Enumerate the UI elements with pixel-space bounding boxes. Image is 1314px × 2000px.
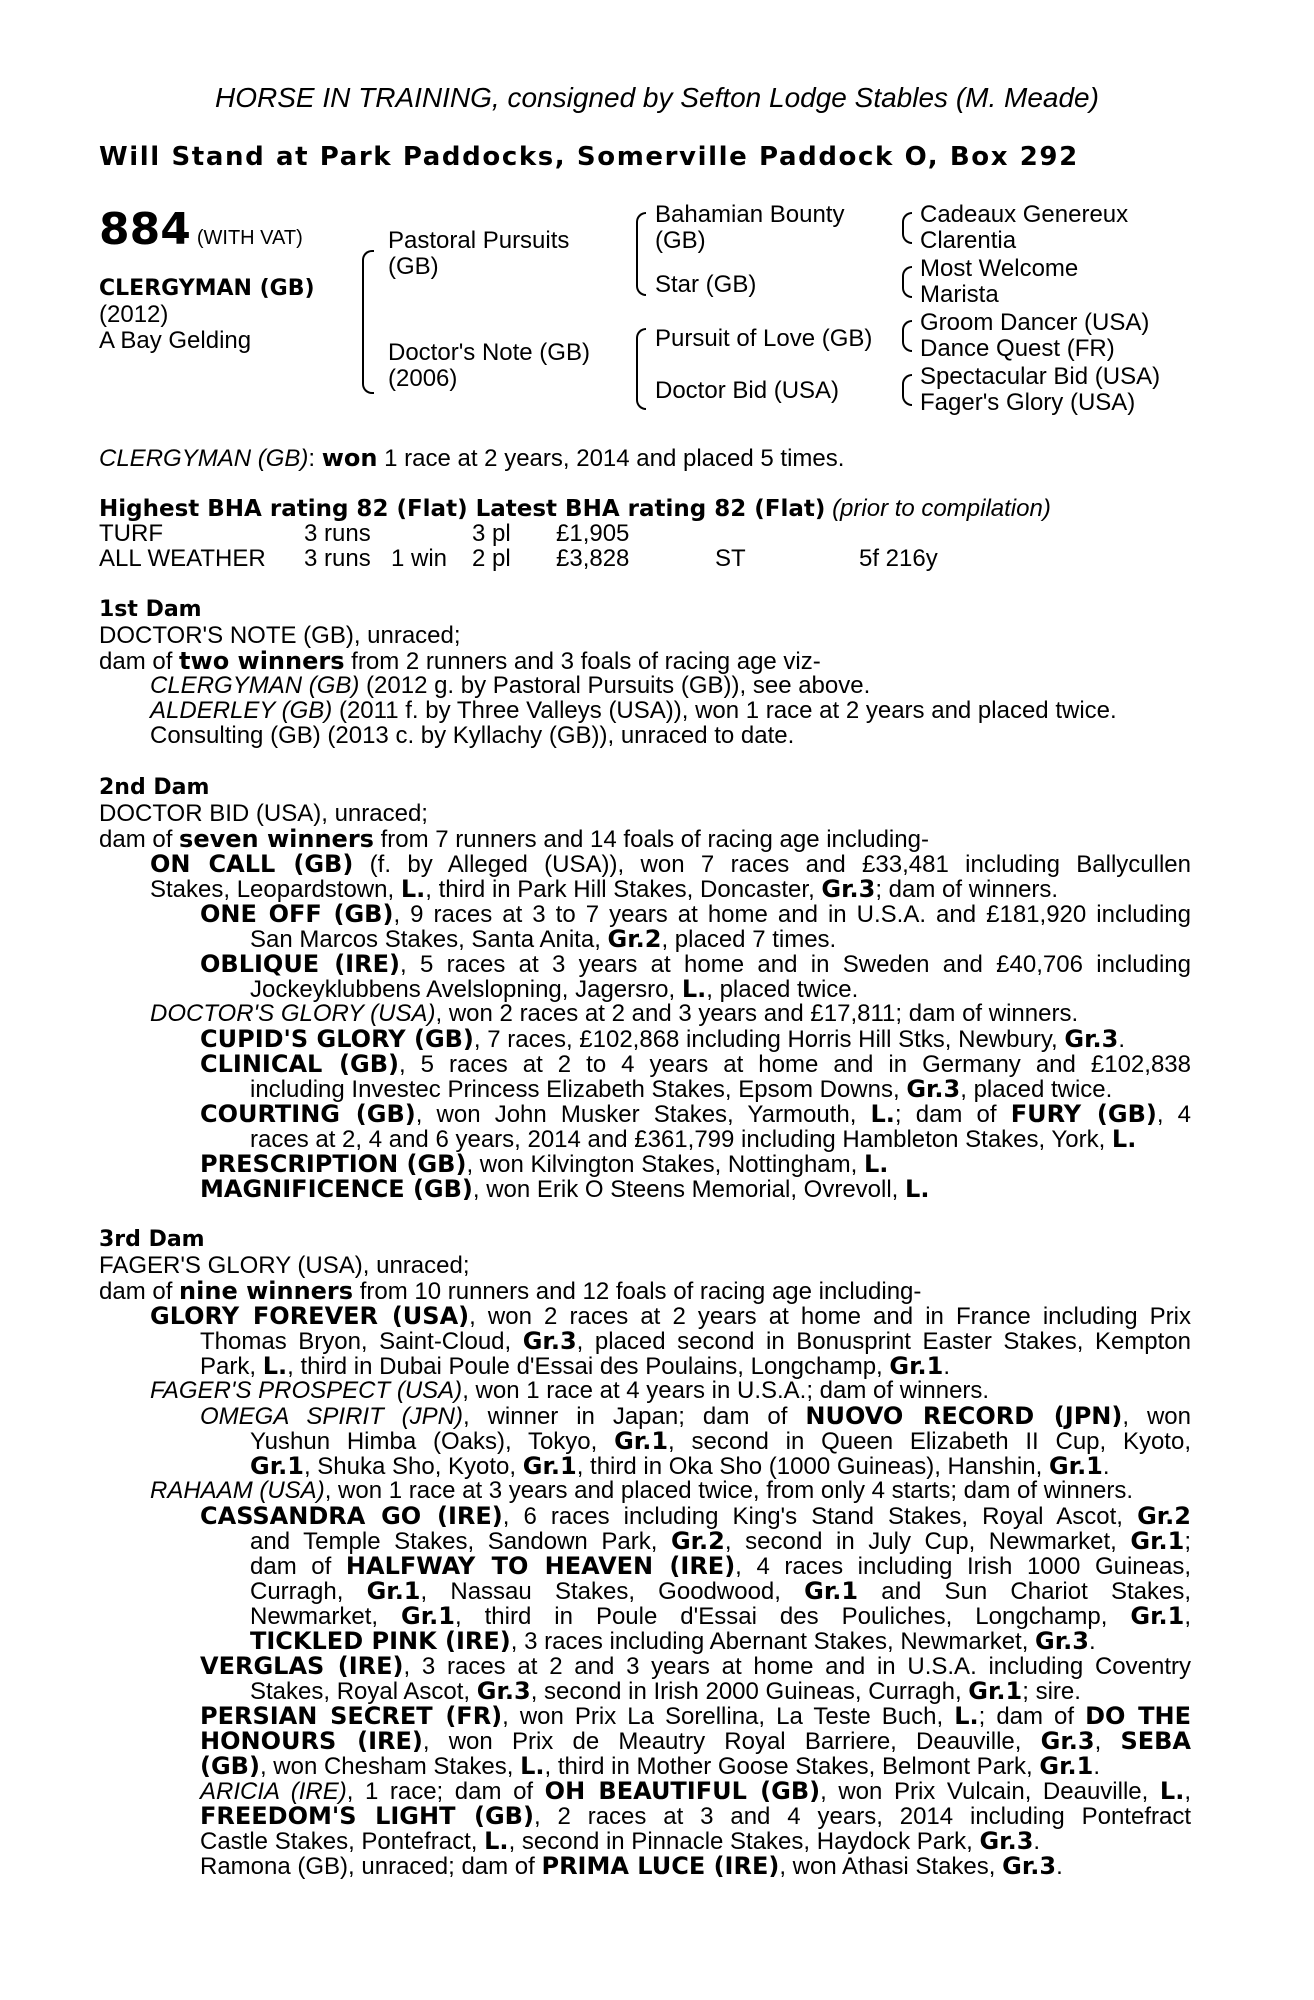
text-fragment: L. xyxy=(863,1150,889,1178)
text-fragment: dam of xyxy=(99,648,180,675)
text-fragment: . xyxy=(1102,1453,1110,1480)
text-fragment: , 3 races including Abernant Stakes, Newmarket, xyxy=(510,1628,1036,1655)
text-fragment: Gr.1 xyxy=(1048,1452,1103,1480)
text-fragment: , 7 races, £102,868 including Horris Hill Stks, Newbury, xyxy=(473,1026,1065,1053)
aw-earnings: £3,828 xyxy=(556,545,630,572)
turf-placed: 3 pl xyxy=(472,520,511,547)
gg-bracket-3 xyxy=(902,320,912,352)
text-fragment: Gr.1 xyxy=(968,1677,1023,1705)
text-fragment: Yushun Himba (Oaks), Tokyo, xyxy=(250,1428,615,1455)
text-fragment: L. xyxy=(905,1175,930,1203)
gg-ddd: Fager's Glory (USA) xyxy=(920,389,1136,416)
text-fragment: FREEDOM'S LIGHT (GB) xyxy=(200,1802,534,1830)
second-dam-entry-9 xyxy=(200,1175,929,1204)
gg-sss: Cadeaux Genereux xyxy=(920,201,1129,228)
third-dam-entry-10 xyxy=(200,1852,1063,1881)
text-fragment: Gr.3 xyxy=(476,1677,531,1705)
pedigree-dam xyxy=(388,340,590,392)
gg-bracket-2 xyxy=(902,266,912,298)
text-fragment: nine winners xyxy=(179,1277,354,1305)
text-fragment: Gr.1 xyxy=(401,1602,455,1630)
text-fragment: Gr.1 xyxy=(366,1577,421,1605)
first-dam-foal-3: Consulting (GB) (2013 c. by Kyllachy (GB)), unraced to date. xyxy=(150,722,795,749)
first-dam-foal-2 xyxy=(150,697,1117,725)
text-fragment: TICKLED PINK (IRE) xyxy=(250,1627,511,1655)
gg-bracket-1 xyxy=(902,212,912,244)
text-fragment: , second in Irish 2000 Guineas, Curragh, xyxy=(530,1678,969,1705)
text-fragment: and Sun Chariot Stakes, xyxy=(858,1578,1192,1605)
text-fragment: NUOVO RECORD (JPN) xyxy=(805,1402,1123,1430)
text-fragment: from 2 runners and 3 foals of racing age viz- xyxy=(344,648,821,675)
bha-rating xyxy=(99,495,1051,523)
text-fragment: dam of xyxy=(99,1278,180,1305)
text-fragment: , won 2 races at 2 and 3 years and £17,811; dam of winners. xyxy=(435,1000,1079,1027)
pedigree-dam-sire: Pursuit of Love (GB) xyxy=(655,325,873,352)
text-fragment: Gr.3 xyxy=(1002,1852,1057,1880)
text-fragment: (2011 f. by Three Valleys (USA)), won 1 race at 2 years and placed twice. xyxy=(332,697,1117,724)
vat-label: (WITH VAT) xyxy=(196,227,303,249)
text-fragment: Gr.2 xyxy=(670,1527,725,1555)
text-fragment: Gr.1 xyxy=(1039,1752,1094,1780)
text-fragment: ; dam of xyxy=(894,1101,1011,1128)
text-fragment: ; sire. xyxy=(1022,1678,1081,1705)
text-fragment: CUPID'S GLORY (GB) xyxy=(200,1025,474,1053)
text-fragment: PRESCRIPTION (GB) xyxy=(200,1150,467,1178)
text-fragment: , 2 races at 3 and 4 years, 2014 including Pontefract xyxy=(533,1803,1191,1830)
text-fragment: , won 1 race at 3 years and placed twice, from only 4 starts; dam of winners. xyxy=(324,1477,1134,1504)
text-fragment: Jockeyklubbens Avelslopning, Jagersro, xyxy=(250,976,682,1003)
text-fragment: L. xyxy=(262,1352,288,1380)
text-fragment: OMEGA SPIRIT (JPN) xyxy=(200,1403,463,1430)
gg-dsd: Dance Quest (FR) xyxy=(920,335,1115,362)
text-fragment: . xyxy=(943,1353,950,1380)
text-fragment: ALDERLEY (GB) xyxy=(150,697,333,724)
text-fragment: , second in Pinnacle Stakes, Haydock Park, xyxy=(508,1828,980,1855)
sire-dam-bracket xyxy=(362,250,374,394)
text-fragment: Curragh, xyxy=(250,1578,367,1605)
aw-track: ST xyxy=(715,545,746,572)
turf-earnings: £1,905 xyxy=(556,520,630,547)
text-fragment: PERSIAN SECRET (FR) xyxy=(200,1702,503,1730)
text-fragment: including Investec Princess Elizabeth Stakes, Epsom Downs, xyxy=(250,1076,907,1103)
text-fragment: Gr.1 xyxy=(522,1452,577,1480)
text-fragment: Gr.1 xyxy=(889,1352,944,1380)
text-fragment: FAGER'S PROSPECT (USA) xyxy=(150,1377,463,1404)
text-fragment: HONOURS (IRE) xyxy=(200,1727,423,1755)
text-fragment: , xyxy=(1094,1728,1121,1755)
page-title: HORSE IN TRAINING, consigned by Sefton Lodge Stables (M. Meade) xyxy=(215,82,1099,113)
second-dam-heading: 2nd Dam xyxy=(99,775,210,800)
rating-text: Highest BHA rating 82 (Flat) Latest BHA rating 82 (Flat) xyxy=(99,496,826,522)
text-fragment: from 10 runners and 12 foals of racing age including- xyxy=(353,1278,922,1305)
third-dam-entry-4 xyxy=(150,1477,1133,1505)
dam-name: Doctor's Note (GB) xyxy=(388,339,590,366)
record-won: won xyxy=(321,444,378,472)
text-fragment: Castle Stakes, Pontefract, xyxy=(200,1828,485,1855)
first-dam-line: DOCTOR'S NOTE (GB), unraced; xyxy=(99,622,461,649)
gg-bracket-4 xyxy=(902,374,912,406)
pedigree-sire xyxy=(388,228,569,280)
lot-number xyxy=(99,204,303,255)
text-fragment: SEBA xyxy=(1120,1727,1191,1755)
text-fragment: MAGNIFICENCE (GB) xyxy=(200,1175,473,1203)
text-fragment: Gr.3 xyxy=(979,1827,1034,1855)
text-fragment: two winners xyxy=(179,647,345,675)
text-fragment: (2012 g. by Pastoral Pursuits (GB)), see above. xyxy=(359,672,871,699)
text-fragment: ; dam of winners. xyxy=(875,876,1059,903)
sire-country: (GB) xyxy=(388,253,439,280)
third-dam-entry-2 xyxy=(150,1377,989,1405)
text-fragment: , won Kilvington Stakes, Nottingham, xyxy=(466,1151,864,1178)
text-fragment: , won xyxy=(1122,1403,1191,1430)
second-dam-entry-4 xyxy=(150,1000,1078,1028)
text-fragment: from 7 runners and 14 foals of racing age including- xyxy=(373,826,929,853)
text-fragment: Gr.1 xyxy=(804,1577,859,1605)
turf-runs: 3 runs xyxy=(304,520,371,547)
third-dam-heading: 3rd Dam xyxy=(99,1227,205,1252)
text-fragment: . xyxy=(1093,1753,1100,1780)
horse-year: (2012) xyxy=(99,301,169,328)
text-fragment: L. xyxy=(954,1702,979,1730)
text-fragment: , placed twice. xyxy=(706,976,859,1003)
text-fragment: . xyxy=(1118,1026,1125,1053)
gg-ssd: Clarentia xyxy=(920,227,1017,254)
text-fragment: , third in Oka Sho (1000 Guineas), Hanshin, xyxy=(576,1453,1049,1480)
text-fragment: Gr.2 xyxy=(607,925,662,953)
text-fragment: RAHAAM (USA) xyxy=(150,1477,325,1504)
text-fragment: OBLIQUE (IRE) xyxy=(200,950,400,978)
text-fragment: L. xyxy=(484,1827,509,1855)
first-dam-foal-1 xyxy=(150,672,870,700)
text-fragment: PRIMA LUCE (IRE) xyxy=(541,1852,780,1880)
text-fragment: , placed second in Bonusprint Easter Stakes, Kempton xyxy=(576,1328,1191,1355)
text-fragment: , 3 races at 2 and 3 years at home and in U.S.A. including Coventry xyxy=(403,1653,1191,1680)
pedigree-dam-dam: Doctor Bid (USA) xyxy=(655,377,840,404)
pedigree-gg-4 xyxy=(920,364,1160,416)
text-fragment: Gr.1 xyxy=(614,1427,669,1455)
text-fragment: , third in Poule d'Essai des Pouliches, Longchamp, xyxy=(454,1603,1131,1630)
text-fragment: COURTING (GB) xyxy=(200,1100,416,1128)
text-fragment: ; dam of xyxy=(978,1703,1086,1730)
text-fragment: , second in Queen Elizabeth II Cup, Kyoto, xyxy=(668,1428,1191,1455)
text-fragment: VERGLAS (IRE) xyxy=(200,1652,404,1680)
aw-placed: 2 pl xyxy=(472,545,511,572)
text-fragment: Gr.1 xyxy=(1130,1527,1185,1555)
text-fragment: Stakes, Leopardstown, xyxy=(150,876,401,903)
text-fragment: DOCTOR'S GLORY (USA) xyxy=(150,1000,436,1027)
text-fragment: , won 2 races at 2 years at home and in France including Prix xyxy=(469,1303,1191,1330)
text-fragment: , xyxy=(1184,1603,1191,1630)
text-fragment: Gr.3 xyxy=(821,875,876,903)
pedigree-sire-dam: Star (GB) xyxy=(655,271,757,298)
text-fragment: , placed 7 times. xyxy=(661,926,837,953)
aw-runs: 3 runs xyxy=(304,545,371,572)
text-fragment: , won Prix Vulcain, Deauville, xyxy=(820,1778,1160,1805)
text-fragment: and Temple Stakes, Sandown Park, xyxy=(250,1528,671,1555)
sire-name: Pastoral Pursuits xyxy=(388,227,570,254)
horse-name: CLERGYMAN (GB) xyxy=(99,276,315,301)
text-fragment: races at 2, 4 and 6 years, 2014 and £361,799 including Hambleton Stakes, York, xyxy=(250,1126,1112,1153)
aw-distance: 5f 216y xyxy=(859,545,938,572)
text-fragment: , 5 races at 3 years at home and in Sweden and £40,706 including xyxy=(399,951,1191,978)
text-fragment: ON CALL (GB) xyxy=(150,850,354,878)
lot-number-value: 884 xyxy=(99,204,191,255)
text-fragment: CASSANDRA GO (IRE) xyxy=(200,1502,503,1530)
text-fragment: Ramona (GB), unraced; dam of xyxy=(200,1853,542,1880)
text-fragment: Gr.2 xyxy=(1137,1502,1191,1530)
horse-description: A Bay Gelding xyxy=(99,327,252,354)
text-fragment: L. xyxy=(1159,1777,1185,1805)
text-fragment: , won Prix La Sorellina, La Teste Buch, xyxy=(502,1703,955,1730)
dam-year: (2006) xyxy=(388,365,458,392)
text-fragment: , winner in Japan; dam of xyxy=(462,1403,806,1430)
gg-sds: Most Welcome xyxy=(920,255,1079,282)
text-fragment: DO THE xyxy=(1085,1702,1192,1730)
text-fragment: ; xyxy=(1184,1528,1192,1555)
text-fragment: . xyxy=(1088,1628,1096,1655)
text-fragment: , third in Park Hill Stakes, Doncaster, xyxy=(425,876,822,903)
text-fragment: Thomas Bryon, Saint-Cloud, xyxy=(200,1328,523,1355)
text-fragment: Gr.1 xyxy=(250,1452,304,1480)
record-colon: : xyxy=(308,445,316,472)
text-fragment: San Marcos Stakes, Santa Anita, xyxy=(250,926,608,953)
text-fragment: , won Prix de Meautry Royal Barriere, Deauville, xyxy=(422,1728,1041,1755)
aw-surface: ALL WEATHER xyxy=(99,545,266,572)
text-fragment: (f. by Alleged (USA)), won 7 races and £33,481 including Ballycullen xyxy=(353,851,1191,878)
second-dam-line: DOCTOR BID (USA), unraced; xyxy=(99,800,428,827)
text-fragment: , Shuka Sho, Kyoto, xyxy=(303,1453,523,1480)
text-fragment: ARICIA (IRE) xyxy=(200,1778,347,1805)
race-record xyxy=(99,444,844,473)
text-fragment: Gr.3 xyxy=(522,1327,577,1355)
pedigree-gg-1 xyxy=(920,202,1128,254)
text-fragment: , won 1 race at 4 years in U.S.A.; dam of winners. xyxy=(462,1377,990,1404)
text-fragment: HALFWAY TO HEAVEN (IRE) xyxy=(345,1552,736,1580)
first-dam-heading: 1st Dam xyxy=(99,597,202,622)
text-fragment: , won Chesham Stakes, xyxy=(259,1753,521,1780)
text-fragment: Gr.3 xyxy=(906,1075,961,1103)
text-fragment: , won Athasi Stakes, xyxy=(779,1853,1003,1880)
text-fragment: L. xyxy=(870,1100,895,1128)
text-fragment: . xyxy=(1056,1853,1063,1880)
record-text: 1 race at 2 years, 2014 and placed 5 times. xyxy=(384,445,845,472)
text-fragment: Gr.3 xyxy=(1035,1627,1089,1655)
text-fragment: (GB) xyxy=(200,1752,260,1780)
record-horse: CLERGYMAN (GB) xyxy=(99,445,309,472)
text-fragment: Park, xyxy=(200,1353,263,1380)
text-fragment: dam of xyxy=(250,1553,346,1580)
stand-location: Will Stand at Park Paddocks, Somerville Paddock O, Box 292 xyxy=(99,142,1079,172)
text-fragment: , 1 race; dam of xyxy=(346,1778,545,1805)
rating-note: (prior to compilation) xyxy=(832,495,1051,522)
text-fragment: , third in Mother Goose Stakes, Belmont Park, xyxy=(544,1753,1040,1780)
text-fragment: Newmarket, xyxy=(250,1603,402,1630)
third-dam-line: FAGER'S GLORY (USA), unraced; xyxy=(99,1252,470,1279)
text-fragment: seven winners xyxy=(179,825,374,853)
text-fragment: L. xyxy=(1111,1125,1137,1153)
text-fragment: , xyxy=(1184,1778,1191,1805)
text-fragment: CLINICAL (GB) xyxy=(200,1050,399,1078)
gg-dds: Spectacular Bid (USA) xyxy=(920,363,1161,390)
text-fragment: , 4 xyxy=(1156,1101,1192,1128)
text-fragment: L. xyxy=(681,975,707,1003)
text-fragment: , 6 races including King's Stand Stakes, Royal Ascot, xyxy=(502,1503,1138,1530)
text-fragment: , third in Dubai Poule d'Essai des Poulains, Longchamp, xyxy=(287,1353,890,1380)
text-fragment: , won John Musker Stakes, Yarmouth, xyxy=(415,1101,871,1128)
text-fragment: dam of xyxy=(99,826,180,853)
text-fragment: L. xyxy=(520,1752,545,1780)
text-fragment: OH BEAUTIFUL (GB) xyxy=(544,1777,821,1805)
aw-wins: 1 win xyxy=(391,545,448,572)
text-fragment: . xyxy=(1033,1828,1041,1855)
text-fragment: , placed twice. xyxy=(960,1076,1113,1103)
pedigree-gg-2 xyxy=(920,256,1078,308)
pedigree-sire-sire xyxy=(655,202,844,254)
text-fragment: Gr.3 xyxy=(1064,1025,1119,1053)
text-fragment: , won Erik O Steens Memorial, Ovrevoll, xyxy=(472,1176,906,1203)
text-fragment: Gr.3 xyxy=(1040,1727,1095,1755)
text-fragment: FURY (GB) xyxy=(1010,1100,1157,1128)
gg-sdd: Marista xyxy=(920,281,999,308)
turf-surface: TURF xyxy=(99,520,163,547)
gg-dss: Groom Dancer (USA) xyxy=(920,309,1150,336)
pedigree-gg-3 xyxy=(920,310,1149,362)
text-fragment: , second in July Cup, Newmarket, xyxy=(724,1528,1131,1555)
sire-sire-country: (GB) xyxy=(655,227,706,254)
text-fragment: ONE OFF (GB) xyxy=(200,900,394,928)
text-fragment: , 4 races including Irish 1000 Guineas, xyxy=(735,1553,1191,1580)
text-fragment: , 5 races at 2 to 4 years at home and in Germany and £102,838 xyxy=(398,1051,1191,1078)
text-fragment: , 9 races at 3 to 7 years at home and in U.S.A. and £181,920 including xyxy=(393,901,1191,928)
text-fragment: L. xyxy=(400,875,426,903)
sire-sire-name: Bahamian Bounty xyxy=(655,201,845,228)
dam-line-bracket xyxy=(636,328,646,410)
horse-details xyxy=(99,276,315,354)
sire-line-bracket xyxy=(636,212,646,296)
text-fragment: Gr.1 xyxy=(1130,1602,1185,1630)
text-fragment: Stakes, Royal Ascot, xyxy=(250,1678,477,1705)
text-fragment: , Nassau Stakes, Goodwood, xyxy=(420,1578,805,1605)
text-fragment: GLORY FOREVER (USA) xyxy=(150,1302,470,1330)
text-fragment: CLERGYMAN (GB) xyxy=(150,672,360,699)
